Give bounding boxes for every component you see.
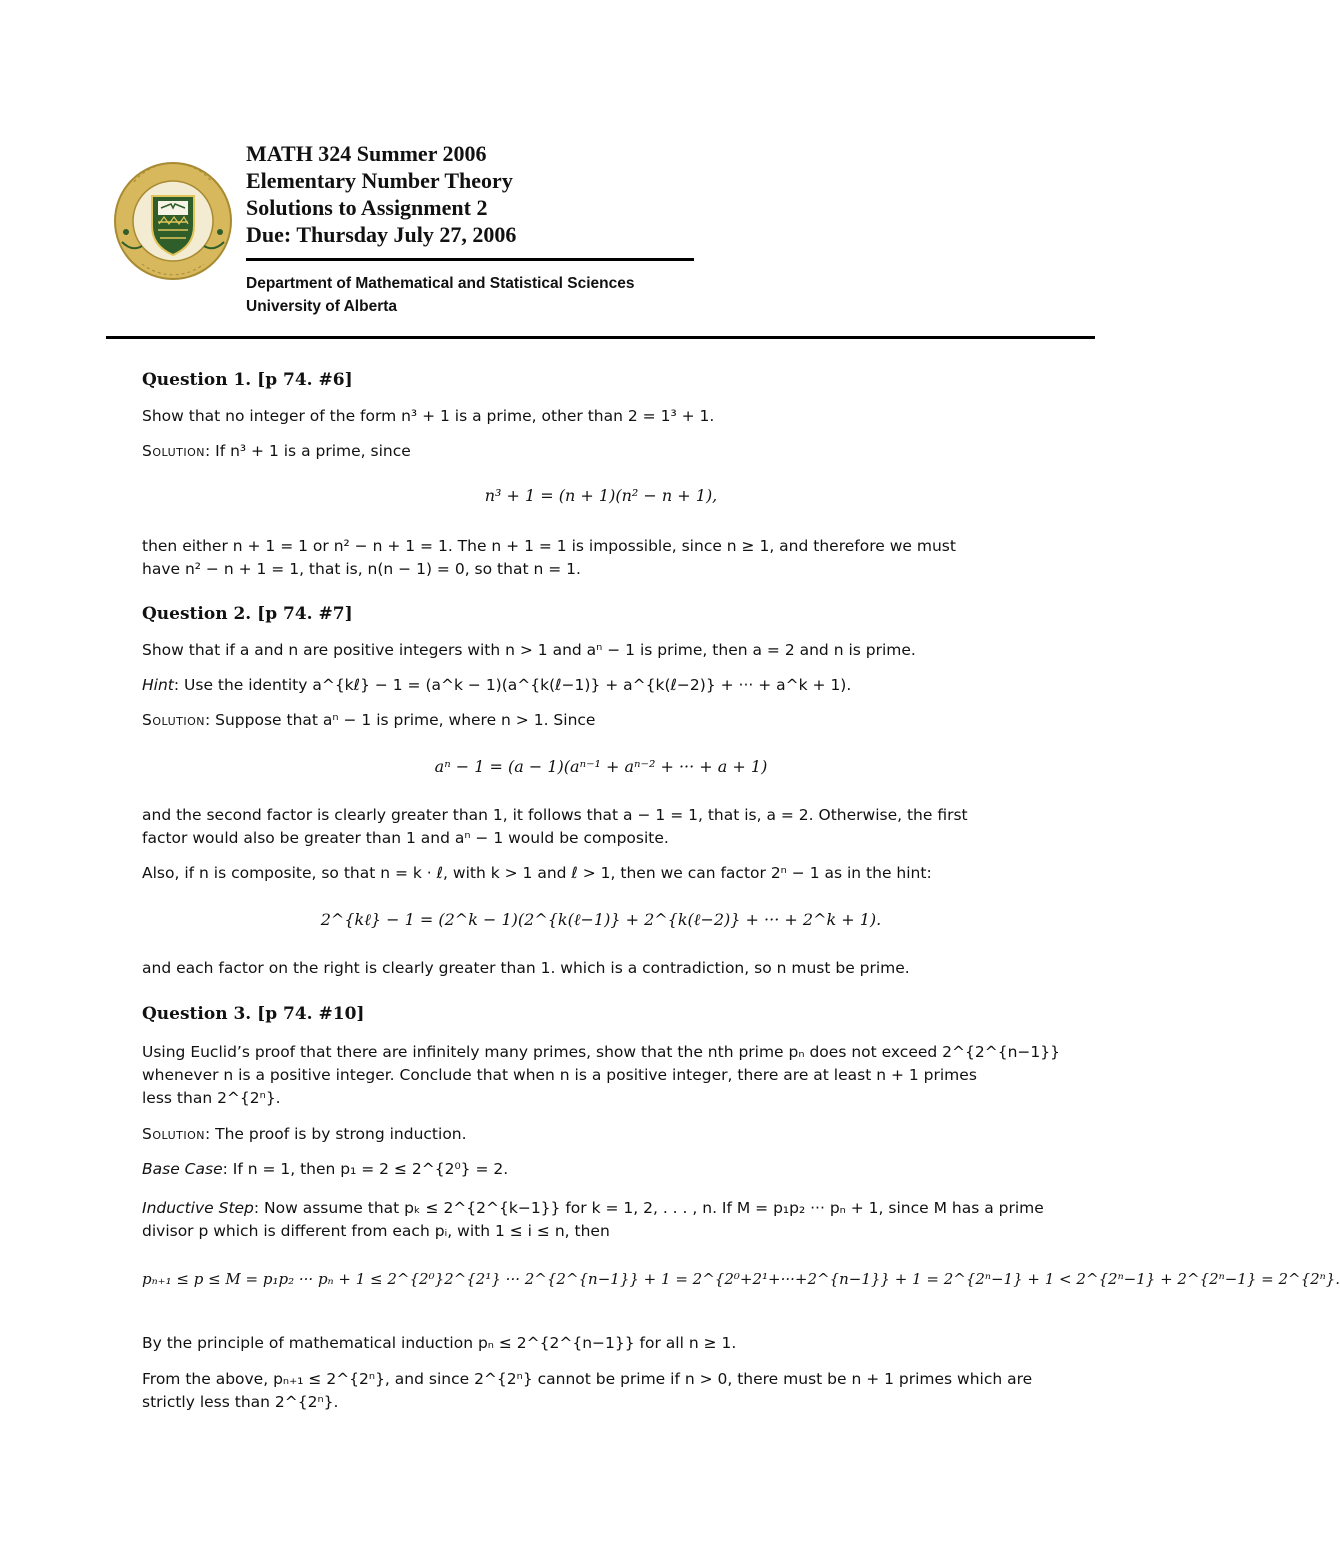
q3-base-text: : If n = 1, then p₁ = 2 ≤ 2^{2⁰} = 2. <box>222 1160 509 1178</box>
base-case-label: Base Case <box>142 1160 223 1178</box>
hint-label: Hint <box>142 676 174 694</box>
question-2-solution-intro <box>142 709 1060 732</box>
question-3-heading: Question 3. [p 74. #10] <box>142 1004 365 1024</box>
q3-solution-text: : The proof is by strong induction. <box>204 1125 467 1143</box>
assignment-title: Solutions to Assignment 2 <box>246 195 488 220</box>
question-2-composite-case <box>142 862 1060 885</box>
university-name: University of Alberta <box>246 298 398 315</box>
question-3-base-case <box>142 1158 1060 1181</box>
solution-label: Solution <box>142 1125 205 1143</box>
solution-label: Solution <box>142 711 205 729</box>
q2-solution-text: : Suppose that aⁿ − 1 is prime, where n > 1. Since <box>204 711 596 729</box>
header-divider-full <box>106 336 1095 339</box>
header-divider-short <box>246 258 694 261</box>
department-name: Department of Mathematical and Statistical Sciences <box>246 275 635 292</box>
q3-display-inequality-chain: pₙ₊₁ ≤ p ≤ M = p₁p₂ ··· pₙ + 1 ≤ 2^{2⁰}2^{2¹} ··· 2^{2^{n−1}} + 1 = 2^{2⁰+2¹+···+2^{n−1}} + 1 = 2^{2ⁿ−1} + 1 < 2^{2ⁿ−1} + 2^{2ⁿ−1} = 2^{2ⁿ}. <box>142 1270 1340 1288</box>
q3-principle-text: By the principle of mathematical induction pₙ ≤ 2^{2^{n−1}} for all n ≥ 1. <box>142 1334 737 1352</box>
q2-argument-line-2: factor would also be greater than 1 and aⁿ − 1 would be composite. <box>142 829 669 847</box>
course-title: MATH 324 Summer 2006 <box>246 141 487 166</box>
question-3-inductive-step <box>142 1197 1060 1243</box>
seal-graphic <box>112 160 234 282</box>
question-1-statement <box>142 405 1060 428</box>
q3-statement-line-3: less than 2^{2ⁿ}. <box>142 1089 281 1107</box>
question-2-argument <box>142 804 1060 850</box>
question-2-statement <box>142 639 1060 662</box>
question-3-solution-intro <box>142 1123 1060 1146</box>
q2-also-text: Also, if n is composite, so that n = k · ℓ, with k > 1 and ℓ > 1, then we can factor 2ⁿ − 1 as in the hint: <box>142 864 932 882</box>
department-block <box>246 272 634 318</box>
question-2-hint <box>142 674 1060 697</box>
q2-argument-line-1: and the second factor is clearly greater than 1, it follows that a − 1 = 1, that is, a = 2. Otherwise, the first <box>142 806 968 824</box>
q2-display-equation-2: 2^{kℓ} − 1 = (2^k − 1)(2^{k(ℓ−1)} + 2^{k(ℓ−2)} + ··· + 2^k + 1). <box>320 910 882 929</box>
q3-statement-line-1: Using Euclid’s proof that there are infinitely many primes, show that the nth prime pₙ does not exceed 2^{2^{n−1}} <box>142 1043 1060 1061</box>
q2-statement-text: Show that if a and n are positive integers with n > 1 and aⁿ − 1 is prime, then a = 2 and n is prime. <box>142 641 916 659</box>
question-1-heading: Question 1. [p 74. #6] <box>142 370 353 390</box>
q2-hint-text: : Use the identity a^{kℓ} − 1 = (a^k − 1)(a^{k(ℓ−1)} + a^{k(ℓ−2)} + ··· + a^k + 1). <box>173 676 852 694</box>
question-1-conclusion <box>142 535 1060 581</box>
question-1-solution-intro <box>142 440 1060 463</box>
q2-conclusion-text: and each factor on the right is clearly greater than 1. which is a contradiction, so n must be prime. <box>142 959 910 977</box>
question-3-induction-conclusion <box>142 1332 1060 1355</box>
q1-statement-text: Show that no integer of the form n³ + 1 is a prime, other than 2 = 1³ + 1. <box>142 407 715 425</box>
q3-inductive-text-1: : Now assume that pₖ ≤ 2^{2^{k−1}} for k = 1, 2, . . . , n. If M = p₁p₂ ··· pₙ + 1, since M has a prime <box>253 1199 1044 1217</box>
q3-statement-line-2: whenever n is a positive integer. Conclude that when n is a positive integer, there are at least n + 1 primes <box>142 1066 977 1084</box>
inductive-step-label: Inductive Step <box>142 1199 254 1217</box>
q3-final-line-2: strictly less than 2^{2ⁿ}. <box>142 1393 339 1411</box>
university-seal <box>112 160 234 282</box>
course-name: Elementary Number Theory <box>246 168 513 193</box>
q3-inductive-text-2: divisor p which is different from each pᵢ, with 1 ≤ i ≤ n, then <box>142 1222 610 1240</box>
question-2-heading: Question 2. [p 74. #7] <box>142 604 353 624</box>
header-title-block <box>246 140 516 248</box>
q1-display-equation: n³ + 1 = (n + 1)(n² − n + 1), <box>484 486 718 505</box>
question-2-conclusion <box>142 957 1060 980</box>
q3-final-line-1: From the above, pₙ₊₁ ≤ 2^{2ⁿ}, and since 2^{2ⁿ} cannot be prime if n > 0, there must be n + 1 primes which are <box>142 1370 1033 1388</box>
question-3-statement <box>142 1041 1060 1110</box>
q2-display-equation-1: aⁿ − 1 = (a − 1)(aⁿ⁻¹ + aⁿ⁻² + ··· + a + 1) <box>434 757 768 776</box>
question-3-final <box>142 1368 1060 1414</box>
q1-solution-text: : If n³ + 1 is a prime, since <box>204 442 411 460</box>
q1-conclusion-line-1: then either n + 1 = 1 or n² − n + 1 = 1. The n + 1 = 1 is impossible, since n ≥ 1, and therefore we must <box>142 537 956 555</box>
due-date: Due: Thursday July 27, 2006 <box>246 222 517 247</box>
solution-label: Solution <box>142 442 205 460</box>
q1-conclusion-line-2: have n² − n + 1 = 1, that is, n(n − 1) = 0, so that n = 1. <box>142 560 581 578</box>
